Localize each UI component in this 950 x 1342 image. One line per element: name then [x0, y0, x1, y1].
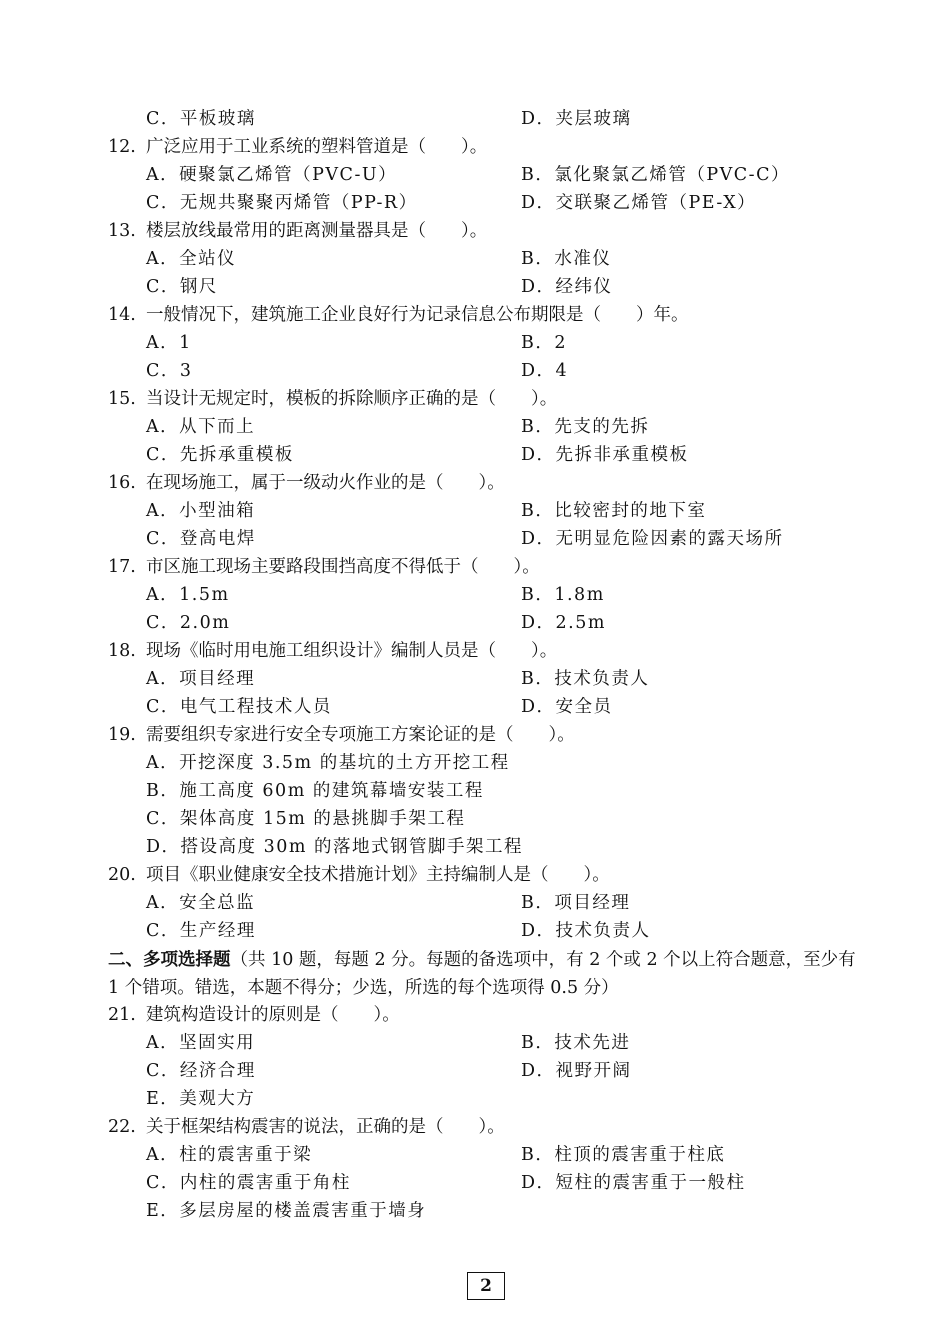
- question-number: 17.: [108, 557, 136, 577]
- option-b: B．比较密封的地下室: [521, 501, 707, 521]
- question-number: 18.: [108, 641, 136, 661]
- option-d: D．夹层玻璃: [521, 109, 632, 129]
- question-text: 市区施工现场主要路段围挡高度不得低于（ ）。: [146, 557, 540, 577]
- option-d: D．搭设高度 30m 的落地式钢管脚手架工程: [146, 837, 524, 857]
- option-c: C．登高电焊: [146, 529, 256, 549]
- option-d: D．短柱的震害重于一般柱: [521, 1173, 746, 1193]
- question-number: 12.: [108, 137, 136, 157]
- option-a: A．1.5m: [146, 585, 230, 605]
- question-number: 14.: [108, 305, 136, 325]
- question-text: 项目《职业健康安全技术措施计划》主持编制人是（ ）。: [146, 865, 610, 885]
- option-b: B．先支的先拆: [521, 417, 650, 437]
- option-a: A．安全总监: [146, 893, 256, 913]
- option-b: B．项目经理: [521, 893, 631, 913]
- question-text: 一般情况下，建筑施工企业良好行为记录信息公布期限是（ ）年。: [146, 305, 689, 325]
- option-b: B．施工高度 60m 的建筑幕墙安装工程: [146, 781, 484, 801]
- question-number: 16.: [108, 473, 136, 493]
- option-d: D．视野开阔: [521, 1061, 632, 1081]
- question-number: 13.: [108, 221, 136, 241]
- option-b: B．柱顶的震害重于柱底: [521, 1145, 726, 1165]
- page-number: 2: [467, 1272, 505, 1300]
- question-text: 关于框架结构震害的说法，正确的是（ ）。: [146, 1117, 505, 1137]
- question-text: 广泛应用于工业系统的塑料管道是（ ）。: [146, 137, 488, 157]
- option-a: A．柱的震害重于梁: [146, 1145, 313, 1165]
- option-c: C．电气工程技术人员: [146, 697, 332, 717]
- option-a: A．全站仪: [146, 249, 237, 269]
- question-text: 现场《临时用电施工组织设计》编制人员是（ ）。: [146, 641, 558, 661]
- option-c: C．3: [146, 361, 193, 381]
- option-b: B．氯化聚氯乙烯管（PVC-C）: [521, 165, 790, 185]
- option-c: C．先拆承重模板: [146, 445, 294, 465]
- option-d: D．先拆非承重模板: [521, 445, 689, 465]
- option-d: D．技术负责人: [521, 921, 651, 941]
- option-c: C．2.0m: [146, 613, 231, 633]
- option-b: B．技术先进: [521, 1033, 631, 1053]
- question-number: 21.: [108, 1005, 136, 1025]
- question-text: 楼层放线最常用的距离测量器具是（ ）。: [146, 221, 488, 241]
- section-title: 二、多项选择题: [108, 950, 231, 970]
- option-e: E．美观大方: [146, 1089, 256, 1109]
- question-text: 在现场施工，属于一级动火作业的是（ ）。: [146, 473, 505, 493]
- option-d: D．交联聚乙烯管（PE-X）: [521, 193, 757, 213]
- option-b: B．水准仪: [521, 249, 612, 269]
- question-number: 15.: [108, 389, 136, 409]
- option-e: E．多层房屋的楼盖震害重于墙身: [146, 1201, 427, 1221]
- question-text: 当设计无规定时，模板的拆除顺序正确的是（ ）。: [146, 389, 558, 409]
- option-d: D．4: [521, 361, 569, 381]
- question-text: 建筑构造设计的原则是（ ）。: [146, 1005, 400, 1025]
- option-c: C．生产经理: [146, 921, 256, 941]
- option-a: A．项目经理: [146, 669, 256, 689]
- question-number: 20.: [108, 865, 136, 885]
- option-d: D．安全员: [521, 697, 613, 717]
- option-c: C．内柱的震害重于角柱: [146, 1173, 351, 1193]
- section-description: （共 10 题，每题 2 分。每题的备选项中，有 2 个或 2 个以上符合题意，至少有 1 个错项。错选，本题不得分；少选，所选的每个选项得 0.5 分）: [108, 950, 856, 998]
- option-b: B．技术负责人: [521, 669, 650, 689]
- option-a: A．开挖深度 3.5m 的基坑的土方开挖工程: [146, 753, 510, 773]
- section-heading: [108, 946, 868, 1002]
- option-a: A．小型油箱: [146, 501, 256, 521]
- option-a: A．坚固实用: [146, 1033, 256, 1053]
- option-a: A．硬聚氯乙烯管（PVC-U）: [146, 165, 398, 185]
- option-c: C．经济合理: [146, 1061, 256, 1081]
- option-c: C．架体高度 15m 的悬挑脚手架工程: [146, 809, 466, 829]
- option-b: B．2: [521, 333, 567, 353]
- option-a: A．从下而上: [146, 417, 256, 437]
- option-c: C．无规共聚聚丙烯管（PP-R）: [146, 193, 418, 213]
- option-d: D．无明显危险因素的露天场所: [521, 529, 784, 549]
- question-number: 19.: [108, 725, 136, 745]
- option-b: B．1.8m: [521, 585, 605, 605]
- question-text: 需要组织专家进行安全专项施工方案论证的是（ ）。: [146, 725, 575, 745]
- option-d: D．2.5m: [521, 613, 606, 633]
- option-c: C．平板玻璃: [146, 109, 256, 129]
- option-c: C．钢尺: [146, 277, 218, 297]
- option-d: D．经纬仪: [521, 277, 613, 297]
- question-number: 22.: [108, 1117, 136, 1137]
- option-a: A．1: [146, 333, 192, 353]
